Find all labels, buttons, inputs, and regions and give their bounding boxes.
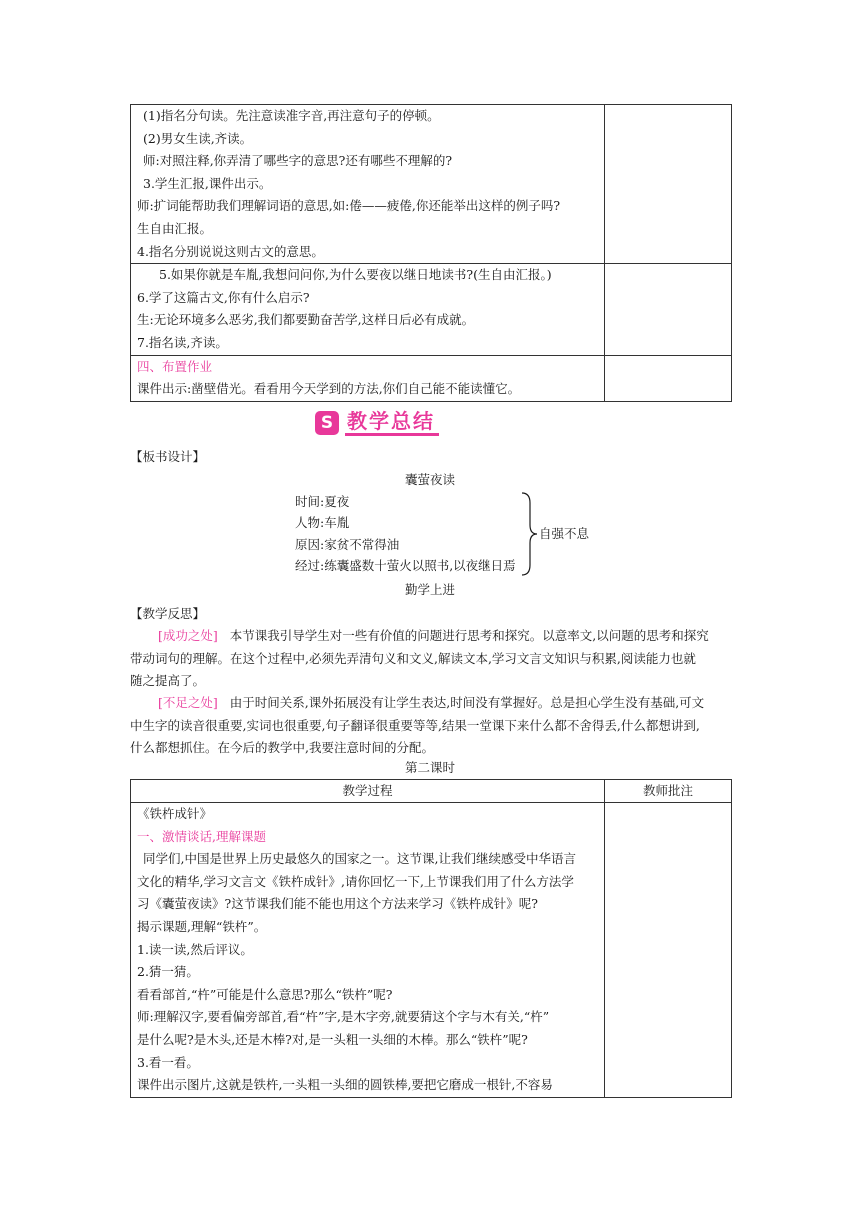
process-cell bbox=[131, 105, 605, 264]
text-line: 生:无论环境多么恶劣,我们都要勤奋苦学,这样日后必有成就。 bbox=[137, 312, 475, 328]
table-row bbox=[131, 803, 732, 1098]
text-line: 师:对照注释,你弄清了哪些字的意思?还有哪些不理解的? bbox=[143, 153, 453, 169]
text-line: 2.猜一猜。 bbox=[137, 964, 199, 980]
board-line: 经过:练囊盛数十萤火以照书,以夜继日焉 bbox=[295, 558, 516, 573]
text-line: 中生字的读音很重要,实词也很重要,句子翻译很重要等等,结果一堂课下来什么都不舍得丢,什么都想讲到, bbox=[130, 717, 700, 733]
text-line: 7.指名读,齐读。 bbox=[137, 334, 228, 350]
board-bottom: 勤学上进 bbox=[404, 582, 455, 597]
lesson-table-2 bbox=[130, 779, 732, 1098]
table-row bbox=[131, 105, 732, 264]
process-cell bbox=[131, 264, 605, 355]
board-title: 囊萤夜读 bbox=[404, 472, 455, 487]
table-row bbox=[131, 355, 732, 401]
text-line: 6.学了这篇古文,你有什么启示? bbox=[137, 289, 310, 305]
failure-tag: [不足之处] bbox=[158, 695, 218, 710]
text-line: 习《囊萤夜读》?这节课我们能不能也用这个方法来学习《铁杵成针》呢? bbox=[137, 896, 538, 912]
text-line: 3.学生汇报,课件出示。 bbox=[143, 175, 272, 191]
reflection-heading: 【教学反思】 bbox=[130, 606, 206, 621]
notes-cell bbox=[605, 803, 732, 1098]
text-line: 课件出示图片,这就是铁杵,一头粗一头细的圆铁棒,要把它磨成一根针,不容易 bbox=[137, 1077, 553, 1093]
second-lesson-title: 第二课时 bbox=[404, 760, 455, 775]
right-brace-icon bbox=[520, 491, 540, 577]
lesson-table-1 bbox=[130, 104, 732, 402]
notes-cell bbox=[605, 355, 732, 401]
column-header-process: 教学过程 bbox=[131, 780, 605, 803]
board-heading: 【板书设计】 bbox=[130, 449, 206, 464]
text-line: (2)男女生读,齐读。 bbox=[143, 130, 253, 146]
text-line: 带动词句的理解。在这个过程中,必须先弄清句义和文义,解读文本,学习文言文知识与积累,阅读能力也就 bbox=[130, 650, 696, 666]
table-header-row bbox=[131, 780, 732, 803]
text-line: 1.读一读,然后评议。 bbox=[137, 941, 253, 957]
board-line: 时间:夏夜 bbox=[295, 494, 350, 509]
text-line: 《铁杵成针》 bbox=[137, 806, 213, 821]
summary-logo-icon: S bbox=[315, 411, 339, 435]
text-line: 3.看一看。 bbox=[137, 1054, 199, 1070]
failure-paragraph bbox=[130, 692, 730, 760]
text-line: 是什么呢?是木头,还是木棒?对,是一头粗一头细的木棒。那么“铁杵”呢? bbox=[137, 1031, 528, 1047]
process-cell bbox=[131, 803, 605, 1098]
section-heading: 四、布置作业 bbox=[137, 358, 213, 374]
success-paragraph bbox=[130, 625, 730, 693]
summary-title-text: 教学总结 bbox=[345, 409, 439, 436]
success-tag: [成功之处] bbox=[158, 628, 218, 643]
text-line: 随之提高了。 bbox=[130, 673, 206, 689]
notes-cell bbox=[605, 264, 732, 355]
board-line: 原因:家贫不常得油 bbox=[295, 537, 400, 552]
text-line: 5.如果你就是车胤,我想问问你,为什么要夜以继日地读书?(生自由汇报。) bbox=[159, 267, 552, 283]
text-line: 生自由汇报。 bbox=[137, 220, 213, 236]
board-result: 自强不息 bbox=[539, 526, 590, 541]
text-line: 师:理解汉字,要看偏旁部首,看“杵”字,是木字旁,就要猜这个字与木有关,“杵” bbox=[137, 1009, 550, 1025]
notes-cell bbox=[605, 105, 732, 264]
column-header-notes: 教师批注 bbox=[605, 780, 732, 803]
text-line: 同学们,中国是世界上历史最悠久的国家之一。这节课,让我们继续感受中华语言 bbox=[143, 851, 576, 867]
text-line: 4.指名分别说说这则古文的意思。 bbox=[137, 243, 324, 259]
text-line: 由于时间关系,课外拓展没有让学生表达,时间没有掌握好。总是担心学生没有基础,可文 bbox=[229, 695, 705, 710]
text-line: (1)指名分句读。先注意读准字音,再注意句子的停顿。 bbox=[143, 108, 440, 123]
text-line: 文化的精华,学习文言文《铁杵成针》,请你回忆一下,上节课我们用了什么方法学 bbox=[137, 873, 574, 889]
table-row bbox=[131, 264, 732, 355]
text-line: 揭示课题,理解“铁杵”。 bbox=[137, 918, 267, 934]
text-line: 本节课我引导学生对一些有价值的问题进行思考和探究。以意率文,以问题的思考和探究 bbox=[229, 628, 709, 643]
process-cell bbox=[131, 355, 605, 401]
text-line: 什么都想抓住。在今后的教学中,我要注意时间的分配。 bbox=[130, 740, 434, 756]
text-line: 课件出示:凿壁借光。看看用今天学到的方法,你们自己能不能读懂它。 bbox=[137, 381, 521, 397]
section-heading: 一、激情谈话,理解课题 bbox=[137, 828, 266, 844]
text-line: 师:扩词能帮助我们理解词语的意思,如:倦——疲倦,你还能举出这样的例子吗? bbox=[137, 198, 561, 214]
text-line: 看看部首,“杵”可能是什么意思?那么“铁杵”呢? bbox=[137, 986, 393, 1002]
board-line: 人物:车胤 bbox=[295, 515, 350, 530]
summary-title bbox=[315, 409, 439, 436]
